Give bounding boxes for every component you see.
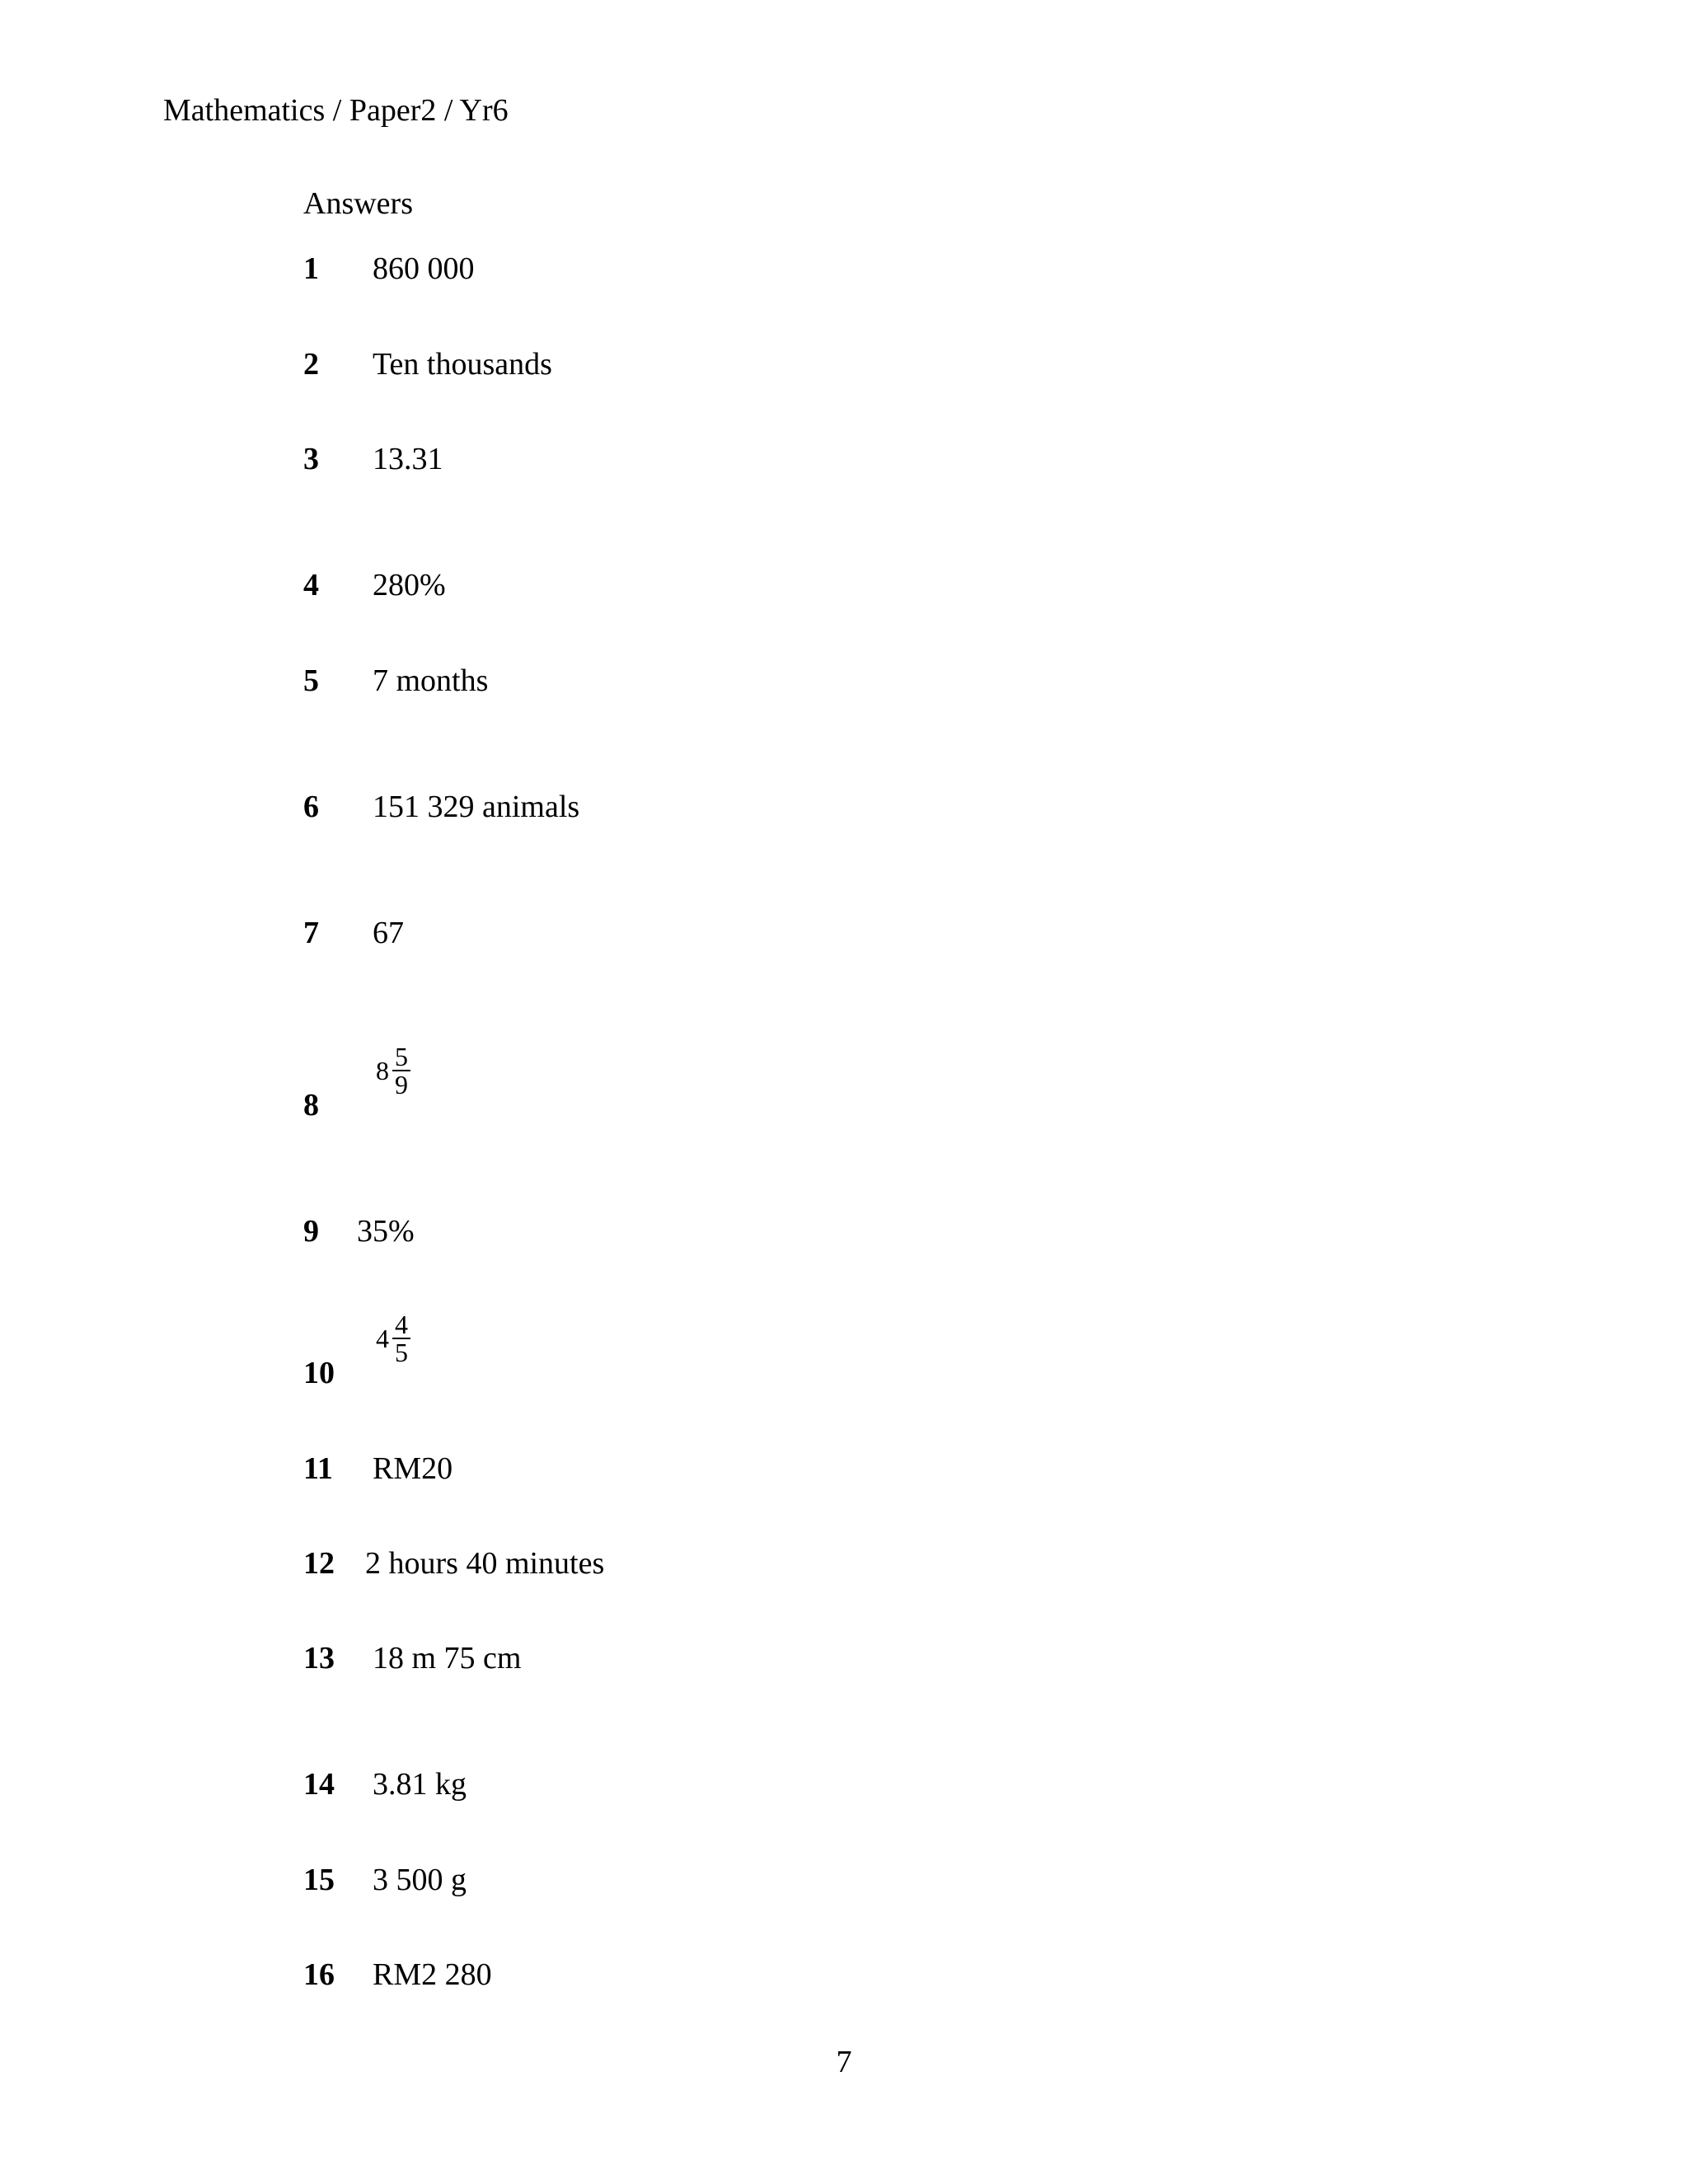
answer-row-4 <box>0 565 1688 615</box>
answer-text: Ten thousands <box>373 347 552 382</box>
answer-number: 12 <box>303 1546 335 1581</box>
answer-number: 14 <box>303 1767 335 1802</box>
answer-row-11 <box>0 1449 1688 1498</box>
fraction-numerator: 5 <box>392 1043 410 1071</box>
answer-text: RM20 <box>373 1451 453 1486</box>
answer-number: 5 <box>303 663 319 698</box>
fraction-numerator: 4 <box>392 1311 410 1339</box>
answer-number: 6 <box>303 790 319 824</box>
answer-row-8 <box>0 1085 1688 1135</box>
answer-number: 10 <box>303 1356 335 1390</box>
fraction-whole: 8 <box>376 1056 389 1085</box>
answer-row-1 <box>0 249 1688 298</box>
answer-number: 9 <box>303 1214 319 1249</box>
answer-number: 7 <box>303 916 319 950</box>
fraction <box>392 1043 410 1098</box>
answer-text: 280% <box>373 568 446 602</box>
answer-row-14 <box>0 1765 1688 1814</box>
answer-row-5 <box>0 661 1688 710</box>
answer-text: 3.81 kg <box>373 1767 467 1802</box>
answer-text: 860 000 <box>373 251 475 286</box>
answer-number: 4 <box>303 568 319 602</box>
fraction-denominator: 9 <box>395 1070 408 1099</box>
answer-row-10 <box>0 1353 1688 1403</box>
answer-row-12 <box>0 1544 1688 1593</box>
answer-row-2 <box>0 344 1688 394</box>
answer-row-3 <box>0 439 1688 489</box>
fraction <box>392 1311 410 1366</box>
answer-text: 18 m 75 cm <box>373 1641 522 1675</box>
page-number: 7 <box>836 2045 852 2079</box>
answer-text: 151 329 animals <box>373 790 580 824</box>
fraction-denominator: 5 <box>395 1338 408 1367</box>
answer-row-15 <box>0 1860 1688 1910</box>
answer-number: 1 <box>303 251 319 286</box>
answer-text: 35% <box>357 1214 415 1249</box>
answer-number: 3 <box>303 442 319 476</box>
answer-text: 2 hours 40 minutes <box>365 1546 605 1581</box>
fraction-whole: 4 <box>376 1324 389 1353</box>
answer-text: 7 months <box>373 663 489 698</box>
answer-number: 8 <box>303 1088 319 1122</box>
answer-text: 67 <box>373 916 404 950</box>
answer-row-7 <box>0 913 1688 963</box>
answer-row-9 <box>0 1212 1688 1261</box>
answer-number: 2 <box>303 347 319 382</box>
answer-text: RM2 280 <box>373 1957 492 1992</box>
answers-title: Answers <box>303 186 413 221</box>
answer-row-13 <box>0 1638 1688 1688</box>
mixed-fraction-answer <box>376 1311 410 1366</box>
answer-text: 3 500 g <box>373 1863 467 1897</box>
answer-number: 11 <box>303 1451 333 1486</box>
document-header: Mathematics / Paper2 / Yr6 <box>163 93 509 128</box>
mixed-fraction-answer <box>376 1043 410 1098</box>
answer-row-16 <box>0 1955 1688 2004</box>
answer-number: 13 <box>303 1641 335 1675</box>
answer-row-6 <box>0 787 1688 837</box>
answer-text: 13.31 <box>373 442 443 476</box>
answer-number: 15 <box>303 1863 335 1897</box>
answer-number: 16 <box>303 1957 335 1992</box>
